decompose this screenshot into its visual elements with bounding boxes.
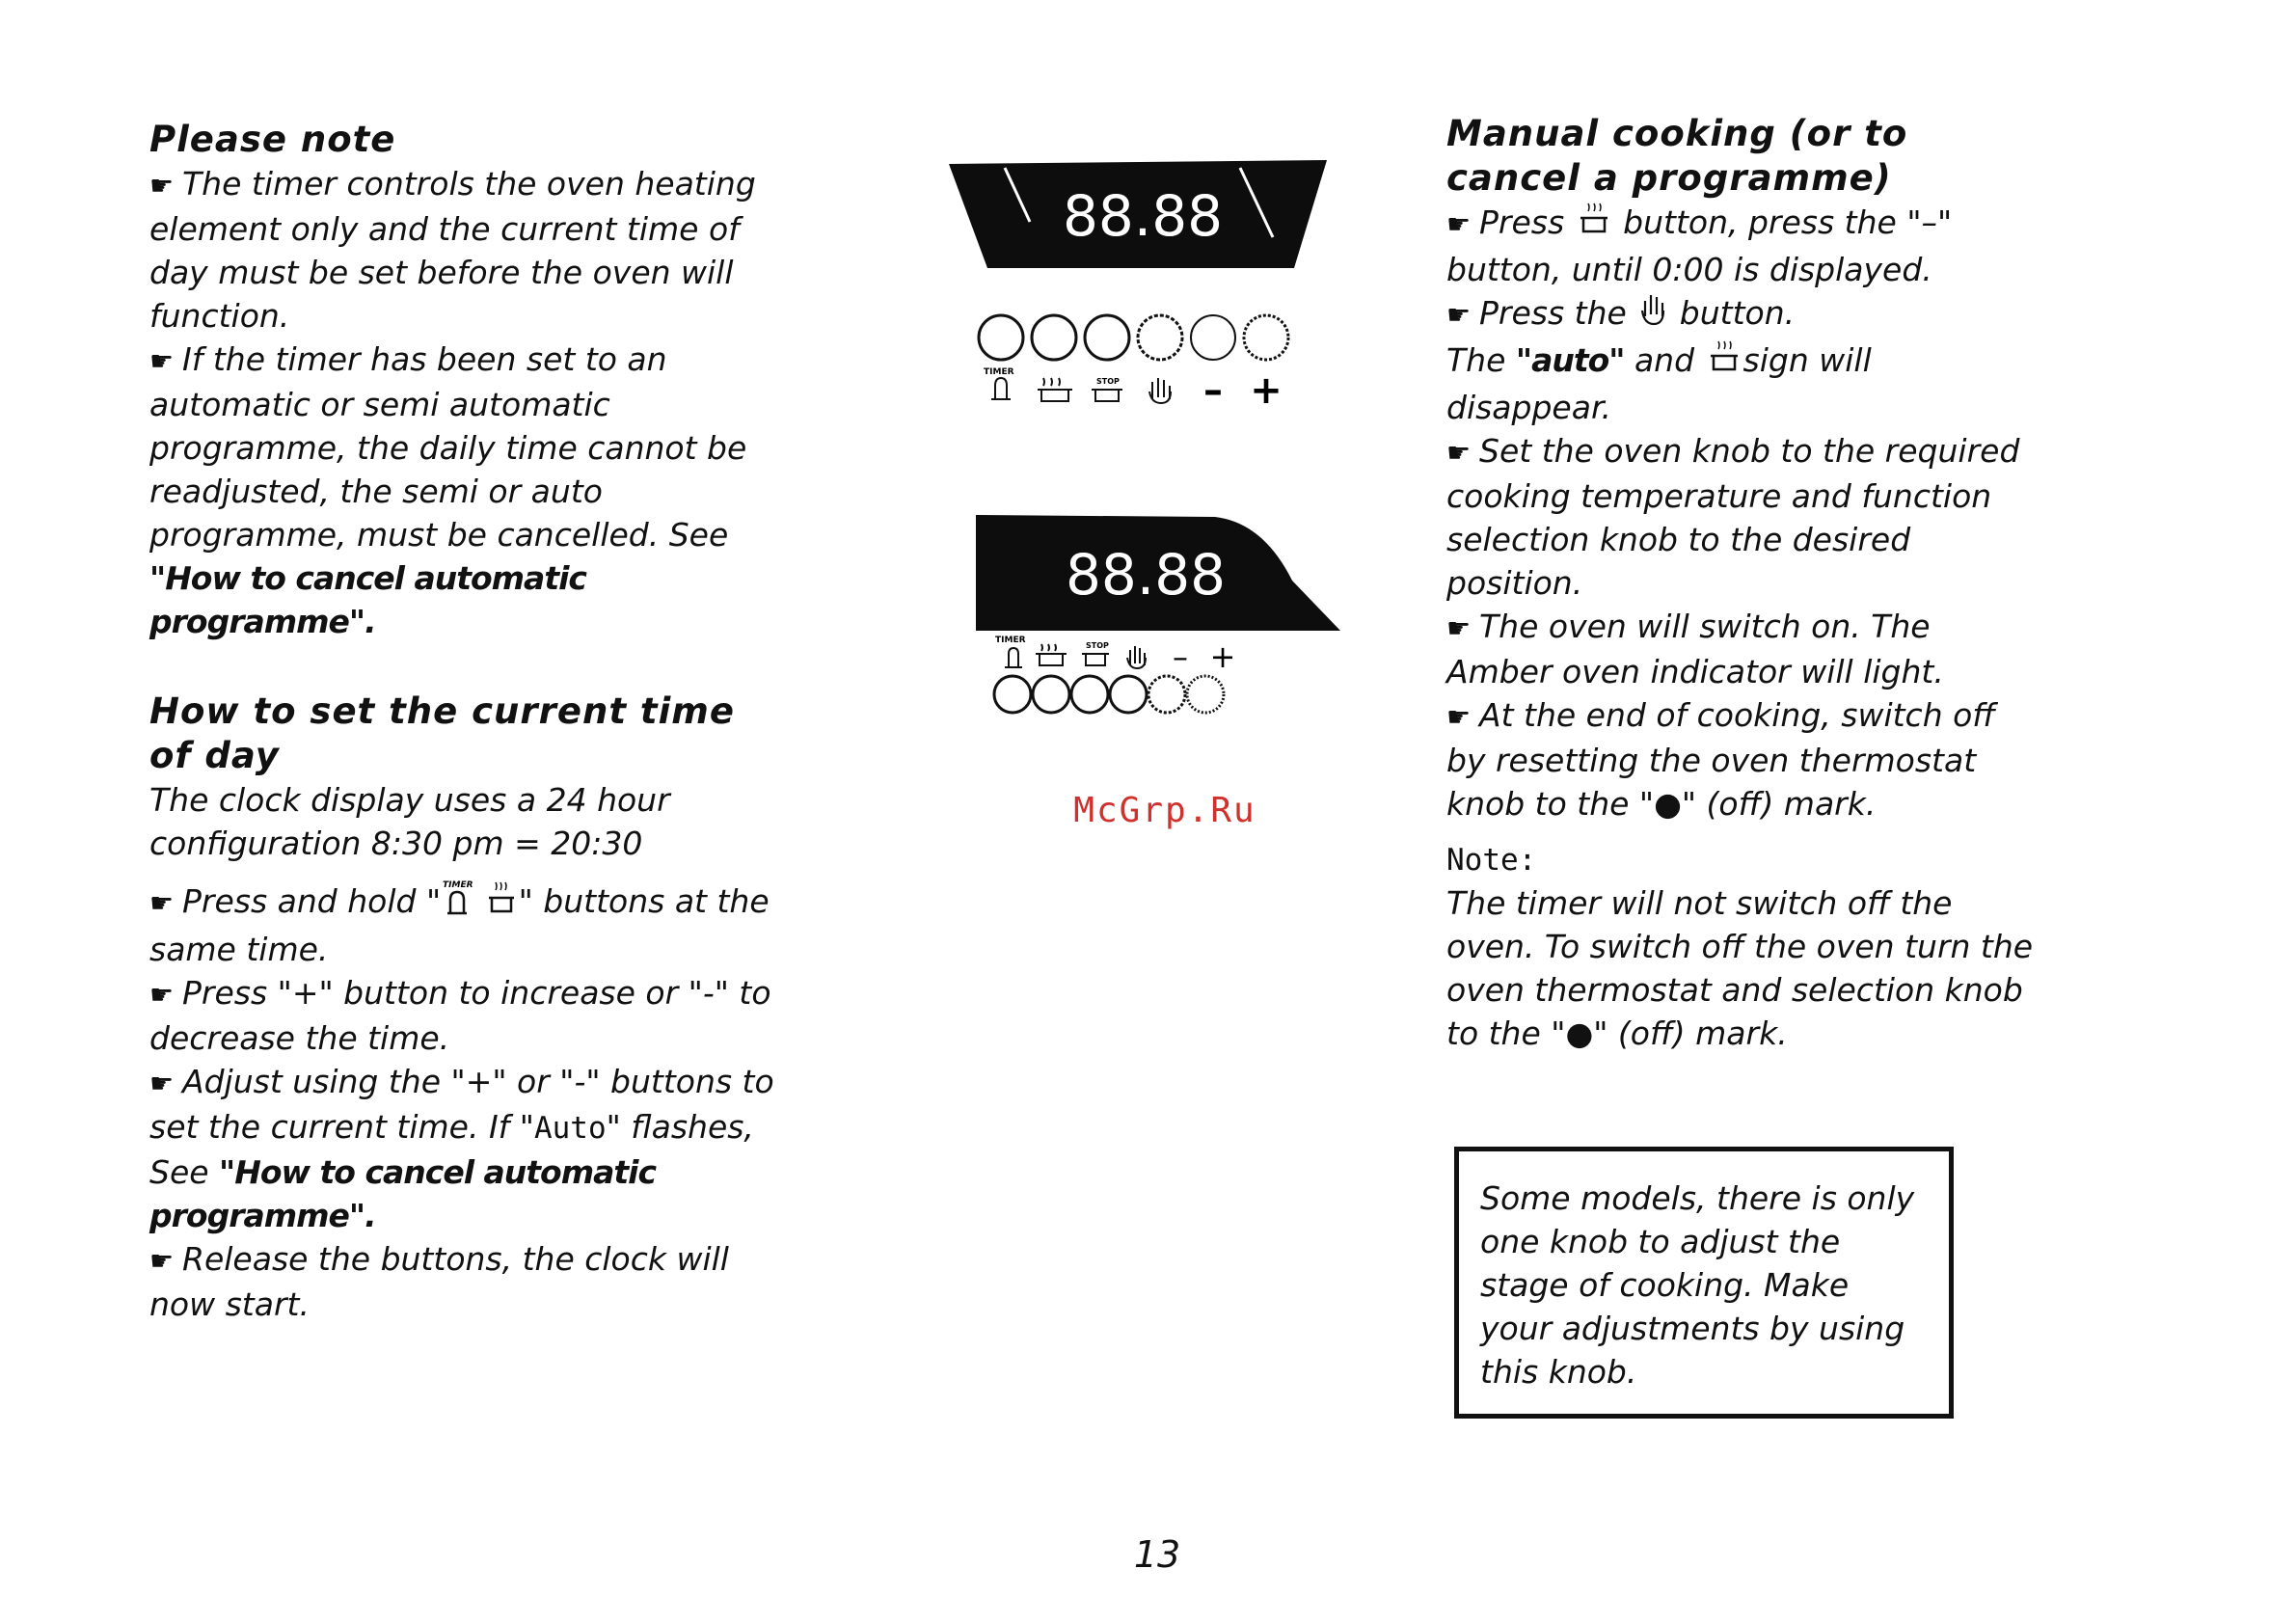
timer-button-2[interactable] (994, 676, 1031, 713)
cook-button[interactable] (1032, 315, 1076, 360)
panel-2-timer-label: TIMER (995, 636, 1026, 645)
pot-icon (1575, 201, 1613, 248)
svg-text:TIMER: TIMER (443, 880, 473, 890)
auto-label: "auto" (1515, 341, 1625, 379)
panel-1-stop-pot-icon (1092, 390, 1122, 401)
manual-bullet-2-post: button. (1669, 294, 1796, 332)
panel-1-plus-label: + (1250, 368, 1283, 413)
plus-button-2[interactable] (1187, 676, 1224, 713)
bell-icon (441, 879, 473, 928)
panel-1-hand-icon (1149, 378, 1171, 403)
control-panel-2-drawing (974, 513, 1340, 725)
panel-1-timer-label: TIMER (984, 367, 1014, 377)
control-panel-1 (945, 154, 1331, 419)
time-bullet-1-pre: Press and hold " (182, 882, 442, 920)
right-column (1446, 112, 2044, 1055)
manual-bullet-5: ☛ At the end of cooking, switch off by resetting the oven thermostat knob to the "●" (off) mark. (1446, 693, 2044, 825)
panel-2-pot-icon (1036, 644, 1067, 665)
manual-bullet-1-pre: Press (1479, 203, 1575, 241)
info-box (1454, 1147, 1954, 1419)
panel-1-buttons (979, 315, 1288, 360)
timer-button[interactable] (979, 315, 1023, 360)
manual-bullet-4: ☛ The oven will switch on. The Amber oven indicator will light. (1446, 605, 2044, 693)
manual-button[interactable] (1138, 315, 1182, 360)
manual-bullet-2 (1446, 291, 2044, 338)
manual-button-2[interactable] (1110, 676, 1147, 713)
auto-indicator: Auto (533, 1111, 607, 1146)
time-intro: The clock display uses a 24 hour configuration 8:30 pm = 20:30 (149, 781, 670, 862)
cancel-programme-reference-2: "How to cancel automatic programme". (149, 1153, 657, 1234)
plus-button[interactable] (1244, 315, 1288, 360)
cook-button-2[interactable] (1033, 676, 1069, 713)
panel-2-minus-label: – (1173, 638, 1188, 675)
minus-button[interactable] (1191, 315, 1235, 360)
stop-button[interactable] (1085, 315, 1129, 360)
panel-2-stop-label: STOP (1086, 641, 1109, 650)
page-number: 13 (1133, 1533, 1181, 1576)
display-2-digits: 88.88 (1065, 542, 1227, 608)
time-bullet-4: ☛ Release the buttons, the clock will now start. (149, 1237, 786, 1326)
hand-icon (1636, 291, 1669, 338)
manual-bullet-1-post: button, press the "–" button, until 0:00 is displayed. (1446, 203, 1953, 288)
time-bullet-3 (149, 1060, 786, 1237)
panel-1-stop-label: STOP (1096, 377, 1120, 386)
panel-2-bell-icon (1005, 648, 1022, 667)
stop-button-2[interactable] (1071, 676, 1108, 713)
note-label: Note: (1446, 843, 1537, 878)
manual-bullet-2-pre: Press the (1479, 294, 1637, 332)
please-note-heading: Please note (149, 119, 396, 160)
manual-bullet-3: ☛ Set the oven knob to the required cooking temperature and function selection knob to the desired position. (1446, 429, 2044, 605)
note-bullet-2 (149, 338, 786, 643)
panel-1-pot-icon (1038, 378, 1072, 401)
control-panel-2 (974, 513, 1340, 729)
minus-button-2[interactable] (1148, 676, 1185, 713)
manual-para-1-pre: The (1446, 341, 1516, 379)
info-box-text: Some models, there is only one knob to adjust the stage of cooking. Make your adjustments by using this knob. (1480, 1179, 1915, 1391)
manual-para-1-mid: and (1624, 341, 1705, 379)
time-bullet-3-mid: " flashes, See (149, 1108, 754, 1191)
panel-2-plus-label: + (1209, 638, 1236, 675)
note-text: The timer will not switch off the oven. To switch off the oven turn the oven thermostat and selection knob to the "●" (off) mark. (1446, 884, 2034, 1052)
panel-2-buttons (994, 676, 1224, 713)
time-bullet-3-pre: Adjust using the "+" or "-" buttons to set the current time. If " (149, 1063, 774, 1146)
watermark: McGrp.Ru (1073, 791, 1256, 830)
cancel-programme-reference: "How to cancel automatic programme". (149, 559, 586, 640)
panel-1-bell-icon (991, 378, 1011, 399)
panel-2-hand-icon (1127, 646, 1146, 668)
panel-2-stop-pot-icon (1082, 654, 1109, 665)
manual-bullet-1 (1446, 201, 2044, 291)
manual-cooking-heading: Manual cooking (or to cancel a programme) (1446, 113, 1908, 199)
note-bullet-1: ☛ The timer controls the oven heating element only and the current time of day must be set before the oven will function. (149, 162, 786, 338)
time-bullet-1-post: " buttons at the same time. (149, 882, 770, 968)
time-bullet-2: ☛ Press "+" button to increase or "-" to decrease the time. (149, 971, 786, 1060)
left-column (149, 118, 786, 1326)
manual-para-1-post: sign will disappear. (1446, 341, 1872, 426)
note-bullet-2-text: If the timer has been set to an automatic or semi automatic programme, the daily time cannot be readjusted, the semi or auto programme, must be cancelled. See (149, 340, 747, 554)
set-time-heading: How to set the current time of day (149, 690, 735, 776)
display-1-digits: 88.88 (1062, 183, 1224, 249)
pot-icon (484, 879, 519, 928)
panel-1-minus-label: – (1203, 368, 1223, 413)
control-panel-1-drawing (945, 154, 1331, 415)
time-bullet-1 (149, 879, 786, 971)
pot-icon (1705, 338, 1743, 386)
manual-para-1 (1446, 338, 2044, 429)
